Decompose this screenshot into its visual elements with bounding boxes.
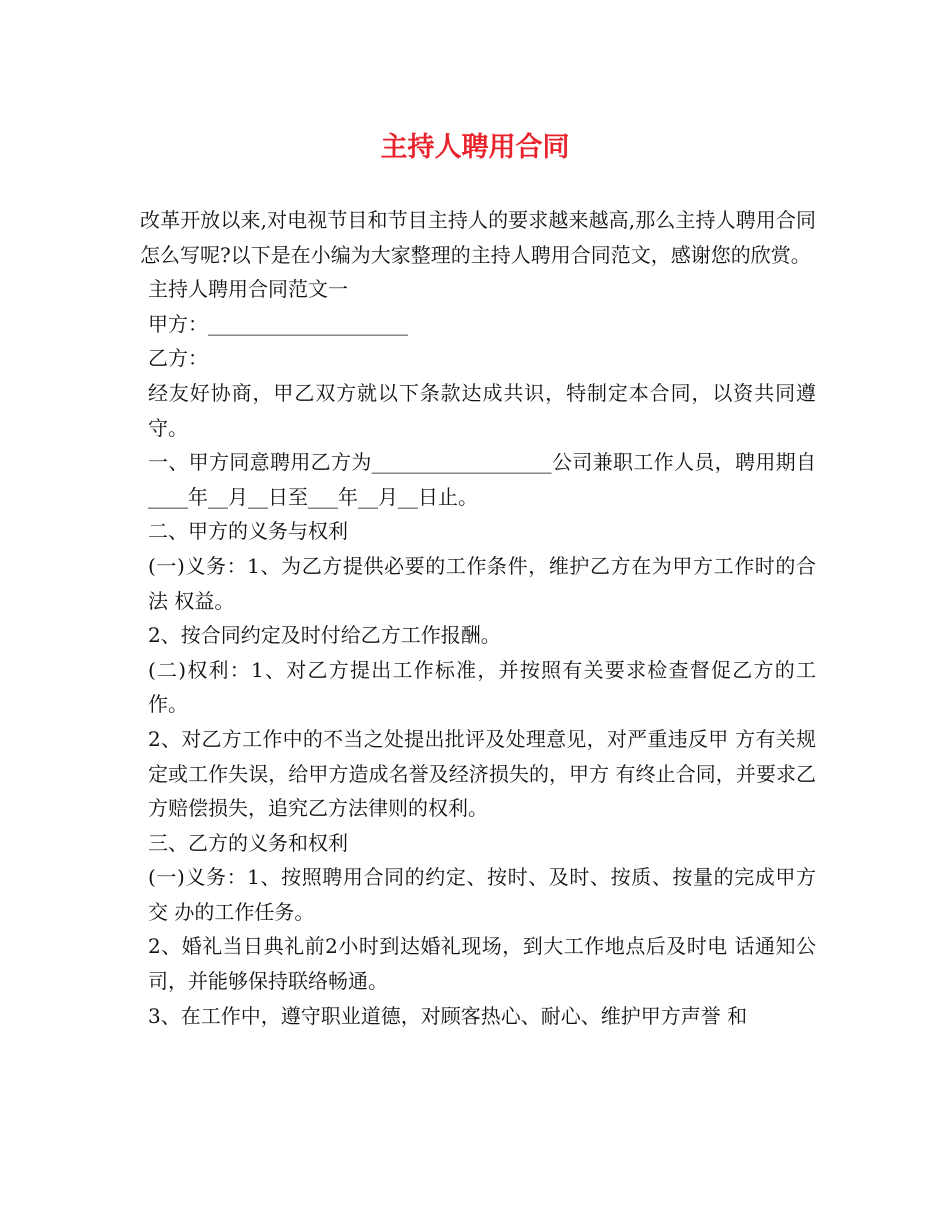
section-3-obligation-3: 3、在工作中，遵守职业道德，对顾客热心、耐心、维护甲方声誉 和	[148, 1003, 748, 1028]
document-body	[140, 203, 816, 1033]
section-3-heading: 三、乙方的义务和权利	[148, 830, 348, 855]
party-b-line: 乙方：	[148, 346, 208, 371]
section-2-right-2: 2、对乙方工作中的不当之处提出批评及处理意见，对严重违反甲 方有关规定或工作失误，给甲方造成名誉及经济损失的，甲方 有终止合同，并要求乙方赔偿损失，追究乙方法律则的权利。	[148, 726, 816, 821]
section-2-obligation-2: 2、按合同约定及时付给乙方工作报酬。	[148, 623, 501, 648]
clause-1: 一、甲方同意聘用乙方为__________________公司兼职工作人员，聘用期自____年__月__日至___年__月__日止。	[148, 450, 816, 509]
section-3-obligations: (一)义务：1、按照聘用合同的约定、按时、及时、按质、按量的完成甲方交 办的工作任务。	[148, 865, 816, 924]
intro-paragraph: 改革开放以来,对电视节目和节目主持人的要求越来越高,那么主持人聘用合同怎么写呢?以下是在小编为大家整理的主持人聘用合同范文，感谢您的欣赏。	[140, 208, 816, 267]
section-2-obligations: (一)义务：1、为乙方提供必要的工作条件，维护乙方在为甲方工作时的合法 权益。	[148, 553, 816, 613]
document-title: 主持人聘用合同	[380, 132, 570, 163]
section-3-obligation-2: 2、婚礼当日典礼前2小时到达婚礼现场，到大工作地点后及时电 话通知公司，并能够保持联络畅通。	[148, 934, 816, 994]
sample-heading: 主持人聘用合同范文一	[148, 277, 348, 302]
section-2-rights: (二)权利：1、对乙方提出工作标准，并按照有关要求检查督促乙方的工作。	[148, 657, 816, 717]
section-2-heading: 二、甲方的义务与权利	[148, 519, 348, 544]
preamble-paragraph: 经友好协商，甲乙双方就以下条款达成共识，特制定本合同，以资共同遵守。	[148, 380, 816, 440]
party-a-line: 甲方：____________________	[148, 311, 408, 336]
